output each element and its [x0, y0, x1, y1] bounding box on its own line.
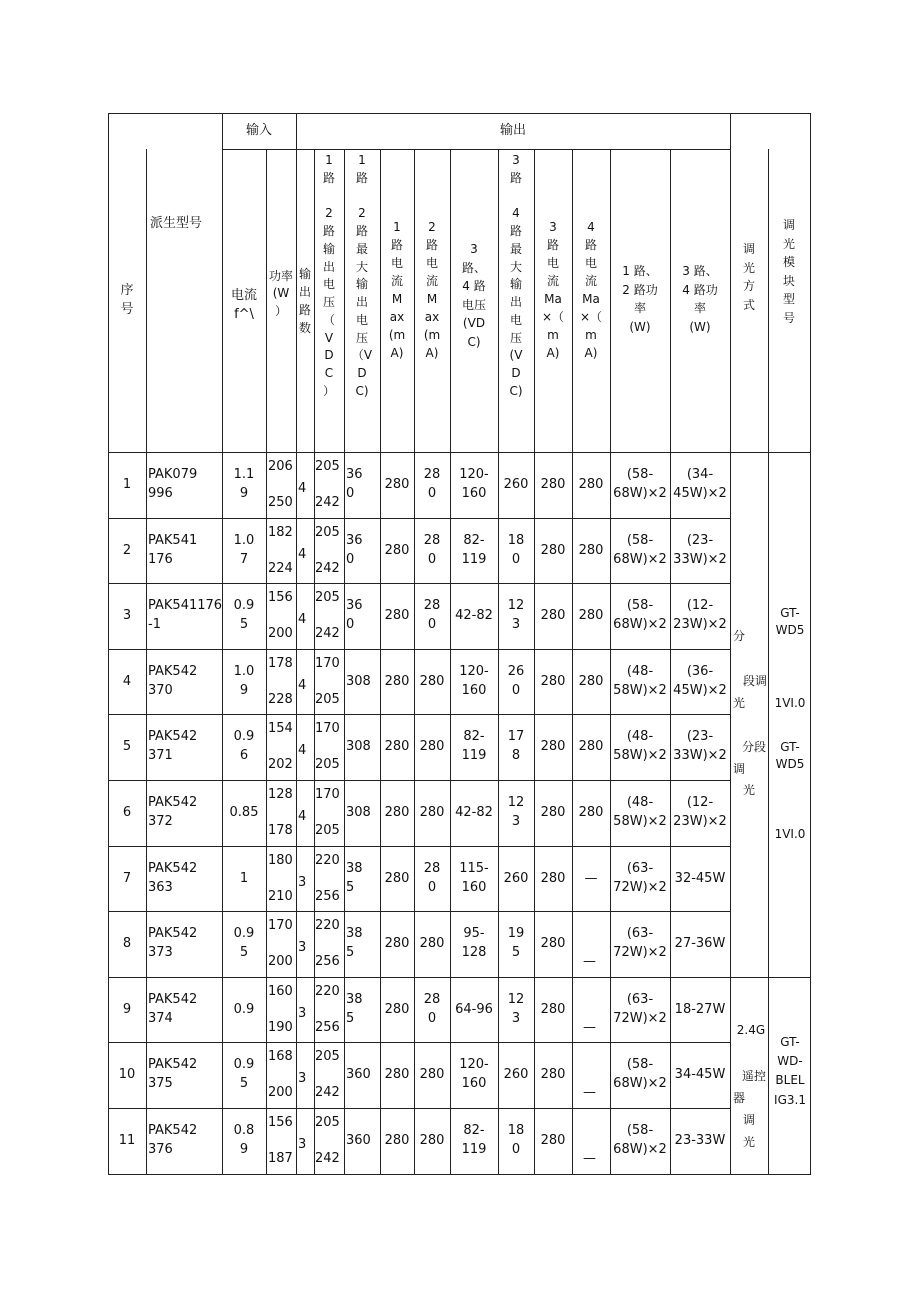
group-a-mode-5: 调	[733, 762, 746, 776]
header-i1: 1 路 电 流 M ax (m A)	[388, 220, 406, 360]
cell-i2: 28 0	[423, 992, 441, 1026]
cell-v34: 42-82	[455, 804, 493, 820]
cell-i3: 280	[540, 1066, 566, 1082]
cell-p12: (58- 68W)×2	[613, 467, 667, 501]
cell-seq: 7	[122, 870, 132, 886]
cell-vmax34: 260	[503, 476, 529, 492]
table-border-right	[810, 113, 811, 1175]
cell-power-max: 190	[268, 1020, 293, 1035]
cell-channels: 3	[298, 939, 307, 955]
header-current: 电流 f^\	[230, 288, 257, 322]
cell-p12: (58- 68W)×2	[613, 598, 667, 632]
cell-i2: 280	[419, 935, 445, 951]
cell-channels: 3	[298, 1005, 307, 1021]
cell-v12-min: 220	[315, 918, 340, 933]
group-a-module-1: GT- WD5	[775, 606, 805, 638]
cell-i3: 280	[540, 673, 566, 689]
cell-channels: 4	[298, 546, 307, 562]
group-a-mode-3: 光	[733, 696, 746, 710]
cell-seq: 9	[122, 1001, 132, 1017]
cell-vmax12: 38 5	[346, 926, 363, 960]
cell-i3: 280	[540, 607, 566, 623]
cell-v34: 42-82	[455, 607, 493, 623]
cell-i2: 280	[419, 738, 445, 754]
cell-channels: 4	[298, 742, 307, 758]
cell-v12-max: 256	[315, 1020, 340, 1035]
cell-p34: (12- 23W)×2	[673, 598, 727, 632]
cell-i4: 280	[578, 804, 604, 820]
header-seq-text: 序号	[120, 283, 134, 317]
cell-v12-min: 170	[315, 721, 340, 736]
cell-v34: 64-96	[455, 1001, 493, 1017]
cell-i4: 280	[578, 607, 604, 623]
cell-p34: 32-45W	[674, 870, 726, 886]
cell-power-min: 170	[268, 918, 293, 933]
cell-i4: 280	[578, 738, 604, 754]
cell-power-min: 128	[268, 787, 293, 802]
cell-power-min: 180	[268, 853, 293, 868]
cell-vmax12: 36 0	[346, 598, 363, 632]
cell-current: 0.9 5	[233, 926, 255, 960]
cell-vmax34: 17 8	[507, 729, 525, 763]
cell-vmax12: 308	[346, 738, 371, 754]
cell-vmax34: 26 0	[507, 664, 525, 698]
cell-i3: 280	[540, 542, 566, 558]
cell-i1: 280	[384, 1001, 410, 1017]
cell-i1: 280	[384, 1066, 410, 1082]
cell-current: 0.8 9	[233, 1123, 255, 1157]
cell-i1: 280	[384, 607, 410, 623]
header-rule	[222, 149, 731, 150]
group-a-module-3: GT- WD5	[775, 740, 805, 772]
header-v12: 1 路 2 路 输 出 电 压 （ V D C ）	[322, 153, 335, 398]
cell-i1: 280	[384, 1132, 410, 1148]
header-p34: 3 路、 4 路功 率 (W)	[682, 264, 718, 334]
cell-seq: 5	[122, 738, 132, 754]
cell-p12: (63- 72W)×2	[613, 926, 667, 960]
header-seq	[108, 150, 146, 452]
cell-p34: 27-36W	[674, 935, 726, 951]
cell-v12-max: 242	[315, 626, 340, 641]
cell-i2: 280	[419, 1066, 445, 1082]
cell-current: 1.0 9	[233, 664, 255, 698]
cell-power-max: 210	[268, 889, 293, 904]
cell-p34: 23-33W	[674, 1132, 726, 1148]
cell-v12-max: 205	[315, 823, 340, 838]
cell-v12-max: 205	[315, 757, 340, 772]
cell-v34: 82- 119	[461, 1123, 487, 1157]
cell-model: PAK542 371	[148, 729, 198, 763]
header-p12: 1 路、 2 路功 率 (W)	[622, 264, 658, 334]
cell-i2: 28 0	[423, 467, 441, 501]
cell-i3: 280	[540, 804, 566, 820]
cell-channels: 3	[298, 1136, 307, 1152]
cell-i2: 280	[419, 1132, 445, 1148]
cell-i1: 280	[384, 804, 410, 820]
cell-vmax34: 12 3	[507, 598, 525, 632]
cell-vmax12: 360	[346, 1132, 371, 1148]
header-output-text: 输出	[499, 122, 526, 138]
cell-vmax34: 18 0	[507, 533, 525, 567]
cell-p34: (36- 45W)×2	[673, 664, 727, 698]
header-power: 功率 (W ）	[268, 269, 293, 318]
cell-seq: 11	[118, 1132, 136, 1148]
cell-vmax34: 12 3	[507, 795, 525, 829]
cell-p12: (58- 68W)×2	[613, 1057, 667, 1091]
group-a-mode-4: 分段	[742, 740, 767, 754]
cell-model: PAK542 375	[148, 1057, 198, 1091]
header-vmax34: 3 路 4 路 最 大 输 出 电 压 (V D C)	[509, 153, 523, 398]
cell-p34: (34- 45W)×2	[673, 467, 727, 501]
cell-vmax34: 18 0	[507, 1123, 525, 1157]
group-a-mode-2: 段调	[743, 674, 768, 688]
cell-current: 0.85	[229, 804, 259, 820]
cell-i3: 280	[540, 476, 566, 492]
cell-i4: —	[583, 1020, 596, 1035]
cell-v34: 95- 128	[461, 926, 487, 960]
cell-model: PAK542 373	[148, 926, 198, 960]
cell-current: 0.9 5	[233, 1057, 255, 1091]
cell-power-max: 202	[268, 757, 293, 772]
cell-v12-max: 205	[315, 692, 340, 707]
cell-power-min: 160	[268, 984, 293, 999]
cell-model: PAK542 374	[148, 992, 198, 1026]
cell-channels: 4	[298, 480, 307, 496]
header-vmax12: 1 路 2 路 最 大 输 出 电 压 （V D C)	[351, 153, 373, 398]
cell-model: PAK542 376	[148, 1123, 198, 1157]
cell-seq: 1	[122, 476, 132, 492]
cell-vmax34: 260	[503, 870, 529, 886]
cell-seq: 4	[122, 673, 132, 689]
cell-v12-min: 205	[315, 525, 340, 540]
header-i4: 4 路 电 流 Ma ×（ m A)	[579, 220, 603, 360]
cell-v12-min: 205	[315, 590, 340, 605]
cell-i4: —	[583, 954, 596, 969]
cell-seq: 6	[122, 804, 132, 820]
cell-i4: —	[583, 1085, 596, 1100]
cell-v34: 120- 160	[459, 467, 489, 501]
cell-v12-min: 220	[315, 853, 340, 868]
table-border-bottom	[108, 1174, 811, 1175]
cell-v34: 82- 119	[461, 533, 487, 567]
cell-power-min: 206	[268, 459, 293, 474]
cell-i4: —	[584, 870, 598, 886]
cell-seq: 3	[122, 607, 132, 623]
cell-v12-max: 242	[315, 495, 340, 510]
cell-i3: 280	[540, 1132, 566, 1148]
cell-i4: 280	[578, 476, 604, 492]
cell-power-max: 200	[268, 626, 293, 641]
cell-p12: (63- 72W)×2	[613, 992, 667, 1026]
group-a-mode-6: 光	[743, 783, 756, 797]
cell-model: PAK541176 -1	[148, 598, 223, 632]
header-dim-module: 调 光 模 块 型 号	[782, 218, 795, 325]
cell-i1: 280	[384, 738, 410, 754]
cell-v12-max: 242	[315, 561, 340, 576]
cell-i3: 280	[540, 1001, 566, 1017]
cell-power-min: 154	[268, 721, 293, 736]
cell-channels: 3	[298, 1070, 307, 1086]
cell-v12-min: 170	[315, 787, 340, 802]
group-b-mode-2: 遥控	[742, 1069, 767, 1083]
cell-vmax12: 38 5	[346, 861, 363, 895]
cell-v34: 120- 160	[459, 664, 489, 698]
cell-current: 1.1 9	[233, 467, 255, 501]
cell-p34: (23- 33W)×2	[673, 533, 727, 567]
cell-model: PAK542 372	[148, 795, 198, 829]
cell-channels: 4	[298, 808, 307, 824]
cell-i2: 28 0	[423, 598, 441, 632]
group-b-module: GT- WD- BLEL IG3.1	[774, 1035, 806, 1107]
cell-p12: (48- 58W)×2	[613, 664, 667, 698]
cell-vmax12: 36 0	[346, 533, 363, 567]
header-i3: 3 路 电 流 Ma ×（ m A)	[541, 220, 565, 360]
cell-i1: 280	[384, 673, 410, 689]
cell-seq: 2	[122, 542, 132, 558]
header-input	[222, 113, 296, 149]
cell-current: 1.0 7	[233, 533, 255, 567]
cell-model: PAK079 996	[148, 467, 198, 501]
cell-model: PAK541 176	[148, 533, 198, 567]
header-dim-mode: 调 光 方 式	[742, 242, 755, 312]
cell-v12-max: 242	[315, 1151, 340, 1166]
header-model-text: 派生型号	[150, 216, 203, 231]
cell-vmax34: 260	[503, 1066, 529, 1082]
cell-channels: 4	[298, 677, 307, 693]
cell-p12: (48- 58W)×2	[613, 795, 667, 829]
cell-i4: —	[583, 1151, 596, 1166]
cell-vmax12: 360	[346, 1066, 371, 1082]
cell-p12: (48- 58W)×2	[613, 729, 667, 763]
cell-i1: 280	[384, 476, 410, 492]
cell-model: PAK542 363	[148, 861, 198, 895]
cell-power-max: 228	[268, 692, 293, 707]
cell-v12-min: 205	[315, 459, 340, 474]
cell-v12-min: 220	[315, 984, 340, 999]
group-a-module-2: 1VI.0	[774, 696, 806, 710]
cell-vmax12: 308	[346, 673, 371, 689]
cell-current: 0.9	[233, 1001, 255, 1017]
cell-power-max: 200	[268, 954, 293, 969]
cell-seq: 8	[122, 935, 132, 951]
group-b-mode-5: 光	[743, 1135, 756, 1149]
cell-p34: (12- 23W)×2	[673, 795, 727, 829]
cell-v12-min: 205	[315, 1049, 340, 1064]
cell-vmax12: 36 0	[346, 467, 363, 501]
cell-vmax12: 38 5	[346, 992, 363, 1026]
cell-power-max: 250	[268, 495, 293, 510]
cell-vmax34: 19 5	[507, 926, 525, 960]
cell-power-min: 182	[268, 525, 293, 540]
cell-vmax12: 308	[346, 804, 371, 820]
header-v34: 3 路、 4 路 电压 (VD C)	[461, 242, 486, 349]
cell-i3: 280	[540, 935, 566, 951]
cell-i1: 280	[384, 935, 410, 951]
cell-power-min: 156	[268, 590, 293, 605]
group-b-mode-3: 器	[733, 1091, 746, 1105]
header-model	[146, 215, 222, 245]
group-a-module-4: 1VI.0	[774, 827, 806, 841]
cell-v34: 82- 119	[461, 729, 487, 763]
cell-i1: 280	[384, 542, 410, 558]
cell-p12: (58- 68W)×2	[613, 533, 667, 567]
cell-seq: 10	[118, 1066, 136, 1082]
cell-model: PAK542 370	[148, 664, 198, 698]
cell-i1: 280	[384, 870, 410, 886]
cell-i2: 280	[419, 673, 445, 689]
group-a-mode-1: 分	[733, 629, 746, 643]
cell-power-min: 178	[268, 656, 293, 671]
group-b-mode-4: 调	[743, 1113, 756, 1127]
header-i2: 2 路 电 流 M ax (m A)	[423, 220, 441, 360]
cell-v34: 120- 160	[459, 1057, 489, 1091]
cell-i2: 28 0	[423, 533, 441, 567]
cell-v12-max: 256	[315, 954, 340, 969]
cell-i3: 280	[540, 870, 566, 886]
cell-v34: 115- 160	[459, 861, 489, 895]
cell-power-max: 178	[268, 823, 293, 838]
header-output	[296, 113, 730, 149]
cell-v12-min: 205	[315, 1115, 340, 1130]
cell-p34: (23- 33W)×2	[673, 729, 727, 763]
cell-current: 0.9 6	[233, 729, 255, 763]
cell-p12: (58- 68W)×2	[613, 1123, 667, 1157]
cell-i4: 280	[578, 542, 604, 558]
cell-power-min: 156	[268, 1115, 293, 1130]
cell-current: 1	[239, 870, 249, 886]
cell-current: 0.9 5	[233, 598, 255, 632]
cell-i3: 280	[540, 738, 566, 754]
header-input-text: 输入	[245, 122, 272, 138]
cell-channels: 4	[298, 611, 307, 627]
cell-channels: 3	[298, 874, 307, 890]
cell-power-max: 224	[268, 561, 293, 576]
cell-power-min: 168	[268, 1049, 293, 1064]
cell-power-max: 187	[268, 1151, 293, 1166]
header-channels: 输 出 路 数	[298, 267, 311, 335]
cell-v12-min: 170	[315, 656, 340, 671]
cell-i4: 280	[578, 673, 604, 689]
cell-p34: 18-27W	[674, 1001, 726, 1017]
cell-p34: 34-45W	[674, 1066, 726, 1082]
cell-i2: 28 0	[423, 861, 441, 895]
cell-v12-max: 256	[315, 889, 340, 904]
group-b-mode-1: 2.4G	[736, 1023, 766, 1037]
cell-v12-max: 242	[315, 1085, 340, 1100]
cell-i2: 280	[419, 804, 445, 820]
cell-vmax34: 12 3	[507, 992, 525, 1026]
cell-p12: (63- 72W)×2	[613, 861, 667, 895]
cell-power-max: 200	[268, 1085, 293, 1100]
